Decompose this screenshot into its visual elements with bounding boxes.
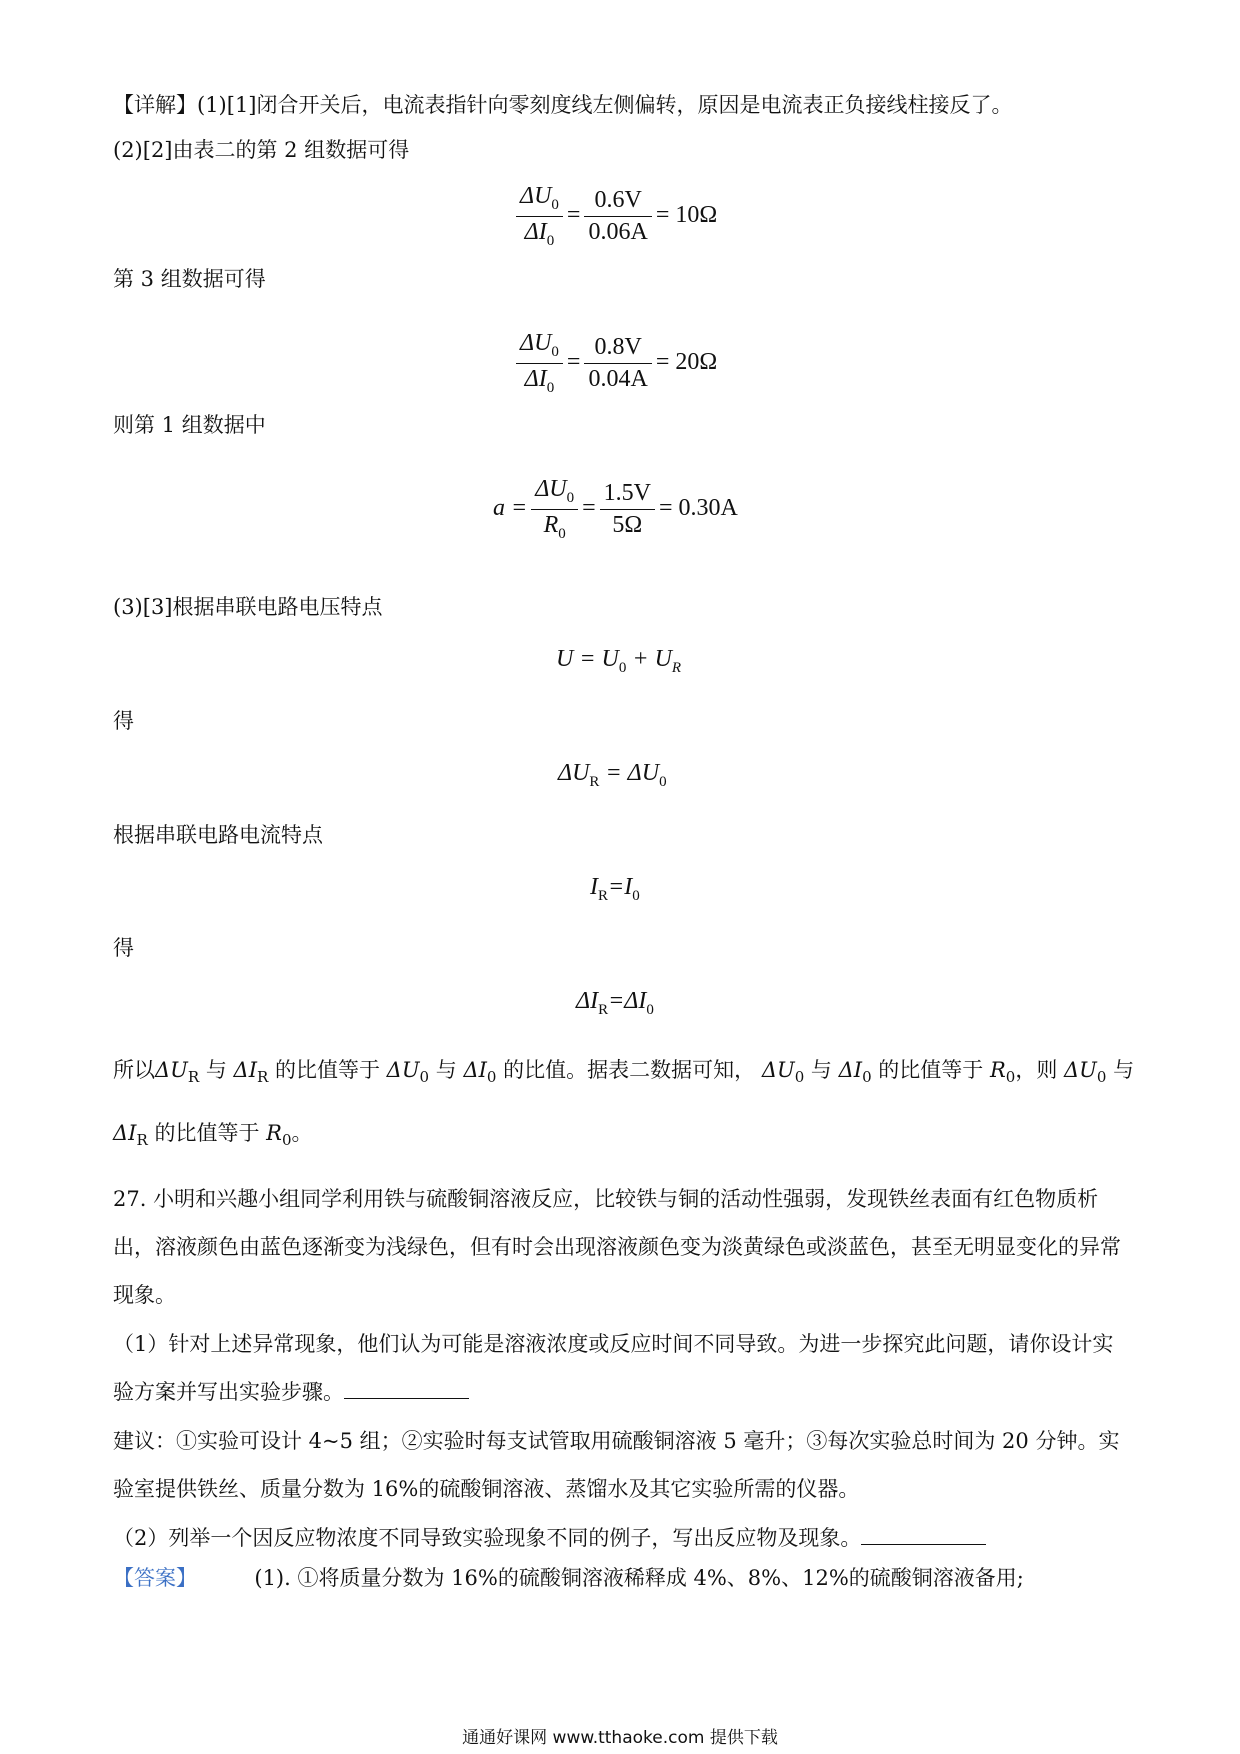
answer-tag: 【答案】 [113, 1566, 197, 1590]
equation-7: $\Delta I_R=\Delta I_0$ [576, 988, 654, 1018]
detail-paragraph-5: (3)[3]根据串联电路电压特点 [113, 595, 383, 619]
detail-paragraph-8: 得 [113, 936, 134, 960]
question-27-part-1: （1）针对上述异常现象，他们认为可能是溶液浓度或反应时间不同导致。为进一步探究此问题，请你设计实验方案并写出实验步骤。 [113, 1332, 1114, 1404]
answer-blank-1[interactable] [344, 1380, 469, 1399]
equation-5: $\Delta U_R = \Delta U_0$ [558, 760, 667, 790]
detail-paragraph-6: 得 [113, 709, 134, 733]
equation-2: $\frac{\Delta U_0}{\Delta I_0}$ = $\frac{0.8V}{0.04A}$ = 20Ω [512, 330, 717, 397]
answer-line [113, 1563, 1024, 1593]
detail-paragraph-4: 则第 1 组数据中 [113, 413, 266, 437]
detail-paragraph-2: (2)[2]由表二的第 2 组数据可得 [113, 138, 410, 162]
detail-paragraph-3: 第 3 组数据可得 [113, 267, 266, 291]
question-27: 27. 小明和兴趣小组同学利用铁与硫酸铜溶液反应，比较铁与铜的活动性强弱，发现铁丝表面有红色物质析出，溶液颜色由蓝色逐渐变为浅绿色，但有时会出现溶液颜色变为淡黄绿色或淡蓝色，甚至无明显变化的异常现象。 [113, 1187, 1121, 1307]
equation-3: a = $\frac{\Delta U_0}{R_0}$ = $\frac{1.5V}{5\Omega}$ = 0.30A [493, 476, 738, 542]
detail-paragraph-10: $\Delta I_R$ 的比值等于 $R_0$。 [113, 1121, 313, 1150]
answer-text: (1). ①将质量分数为 16%的硫酸铜溶液稀释成 4%、8%、12%的硫酸铜溶液备用; [254, 1566, 1024, 1590]
question-27-part-2: （2）列举一个因反应物浓度不同导致实验现象不同的例子，写出反应物及现象。 [113, 1514, 1133, 1562]
suggestion: 建议：①实验可设计 4~5 组；②实验时每支试管取用硫酸铜溶液 5 毫升；③每次实验总时间为 20 分钟。实验室提供铁丝、质量分数为 16%的硫酸铜溶液、蒸馏水及其它实验所需的仪器。 [113, 1429, 1120, 1501]
detail-paragraph-1: 【详解】(1)[1]闭合开关后，电流表指针向零刻度线左侧偏转，原因是电流表正负接线柱接反了。 [113, 93, 1013, 117]
detail-paragraph-7: 根据串联电路电流特点 [113, 823, 323, 847]
equation-6: $I_R=I_0$ [590, 874, 640, 904]
detail-paragraph-9: 所以$\Delta U_R$ 与 $\Delta I_R$ 的比值等于 $\Delta U_0$ 与 $\Delta I_0$ 的比值。据表二数据可知， $\Delta U_0$ 与 $\Delta I_0$ 的比值等于 $R_0$，则 $\Delta U_0$ 与 [113, 1058, 1135, 1087]
equation-4: $U = U_0 + U_R$ [556, 646, 682, 676]
footer-credit: 通通好课网 www.tthaoke.com 提供下载 [462, 1728, 778, 1748]
answer-blank-2[interactable] [861, 1526, 986, 1545]
equation-1: $\frac{\Delta U_0}{\Delta I_0}$ = $\frac{0.6V}{0.06A}$ = 10Ω [512, 183, 717, 250]
